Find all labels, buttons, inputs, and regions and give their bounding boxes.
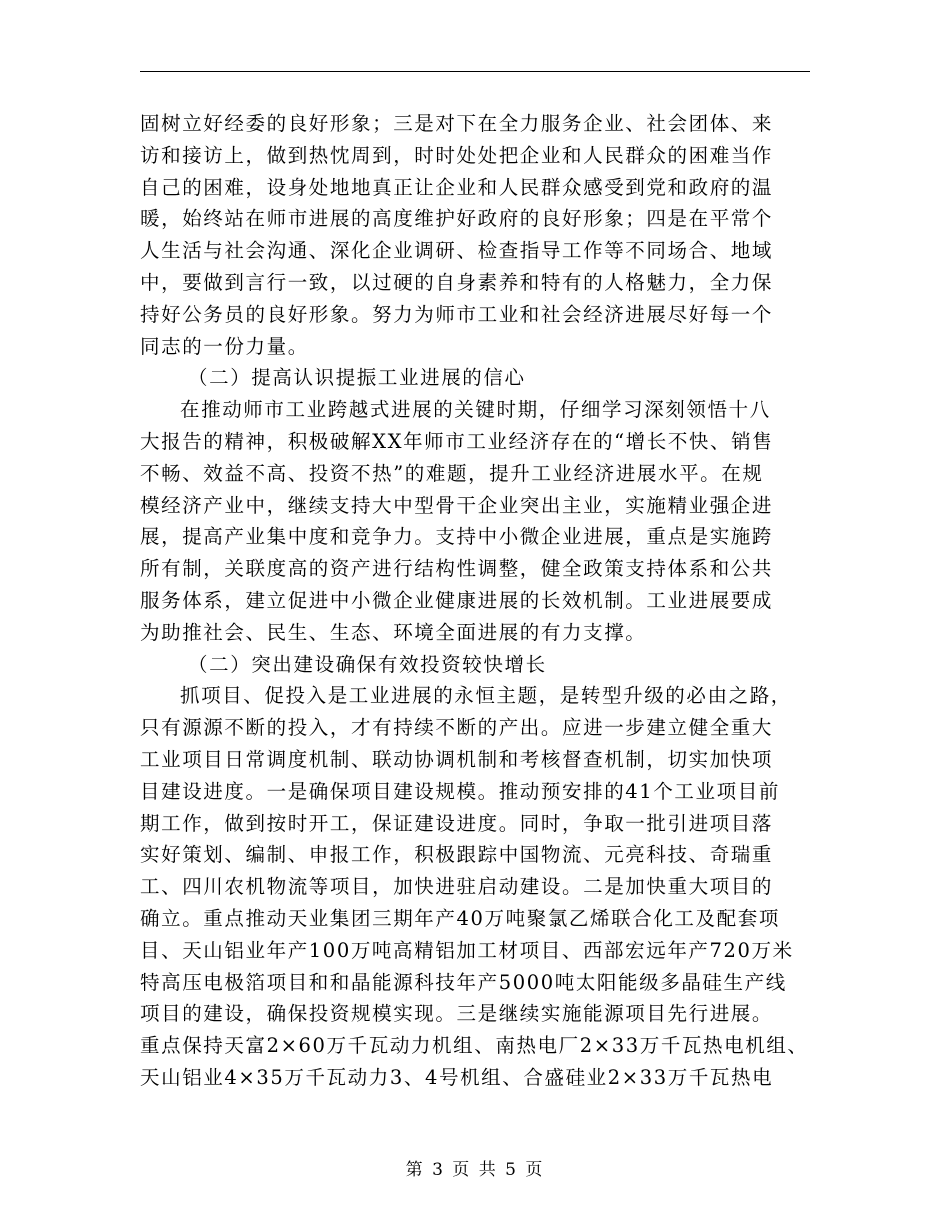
section-heading: （二）提高认识提振工业进展的信心 [188, 366, 526, 390]
text-line: 中，要做到言行一致，以过硬的自身素养和特有的人格魅力，全力保 [140, 270, 774, 294]
text-line: 特高压电极箔项目和和晶能源科技年产5000吨太阳能级多晶硅生产线 [140, 970, 787, 994]
text-line: 确立。重点推动天业集团三期年产40万吨聚氯乙烯联合化工及配套项 [140, 906, 780, 930]
text-line: 在推动师市工业跨越式进展的关键时期，仔细学习深刻领悟十八 [180, 398, 771, 422]
section-heading: （二）突出建设确保有效投资较快增长 [188, 652, 547, 676]
text-line: 暖，始终站在师市进展的高度维护好政府的良好形象；四是在平常个 [140, 207, 774, 231]
document-body [140, 108, 820, 1094]
text-line: 持好公务员的良好形象。努力为师市工业和社会经济进展尽好每一个 [140, 302, 774, 326]
text-line: 为助推社会、民生、生态、环境全面进展的有力支撑。 [140, 620, 647, 644]
page-number: 第 3 页 共 5 页 [405, 1160, 545, 1180]
text-line: 重点保持天富2×60万千瓦动力机组、南热电厂2×33万千瓦热电机组、 [140, 1034, 809, 1058]
text-line: 目、天山铝业年产100万吨高精铝加工材项目、西部宏远年产720万米 [140, 938, 794, 962]
text-line: 固树立好经委的良好形象；三是对下在全力服务企业、社会团体、来 [140, 112, 774, 135]
header-rule [140, 71, 810, 72]
text-line: 自己的困难，设身处地地真正让企业和人民群众感受到党和政府的温 [140, 175, 774, 199]
text-line: 人生活与社会沟通、深化企业调研、检查指导工作等不同场合、地域 [140, 239, 774, 263]
text-line: 工业项目日常调度机制、联动协调机制和考核督查机制，切实加快项 [140, 747, 774, 771]
text-line: 大报告的精神，积极破解XX年师市工业经济存在的“增长不快、销售 [140, 429, 774, 453]
text-line: 目建设进度。一是确保项目建设规模。推动预安排的41个工业项目前 [140, 779, 780, 803]
text-line: 同志的一份力量。 [140, 334, 309, 358]
text-line: 展，提高产业集中度和竞争力。支持中小微企业进展，重点是实施跨 [140, 525, 774, 549]
text-line: 只有源源不断的投入，才有持续不断的产出。应进一步建立健全重大 [140, 716, 774, 740]
text-line: 期工作，做到按时开工，保证建设进度。同时，争取一批引进项目落 [140, 811, 774, 835]
text-line: 访和接访上，做到热忱周到，时时处处把企业和人民群众的困难当作 [140, 143, 774, 167]
text-line: 实好策划、编制、申报工作，积极跟踪中国物流、元亮科技、奇瑞重 [140, 843, 774, 867]
text-line: 抓项目、促投入是工业进展的永恒主题，是转型升级的必由之路， [180, 684, 792, 708]
text-line: 所有制，关联度高的资产进行结构性调整，健全政策支持体系和公共 [140, 557, 774, 581]
text-line: 天山铝业4×35万千瓦动力3、4号机组、合盛硅业2×33万千瓦热电 [140, 1065, 774, 1089]
text-line: 模经济产业中，继续支持大中型骨干企业突出主业，实施精业强企进 [140, 493, 774, 517]
text-line: 不畅、效益不高、投资不热”的难题，提升工业经济进展水平。在规 [140, 461, 764, 485]
text-line: 工、四川农机物流等项目，加快进驻启动建设。二是加快重大项目的 [140, 875, 774, 899]
text-line: 项目的建设，确保投资规模实现。三是继续实施能源项目先行进展。 [140, 1002, 774, 1026]
text-line: 服务体系，建立促进中小微企业健康进展的长效机制。工业进展要成 [140, 588, 774, 612]
